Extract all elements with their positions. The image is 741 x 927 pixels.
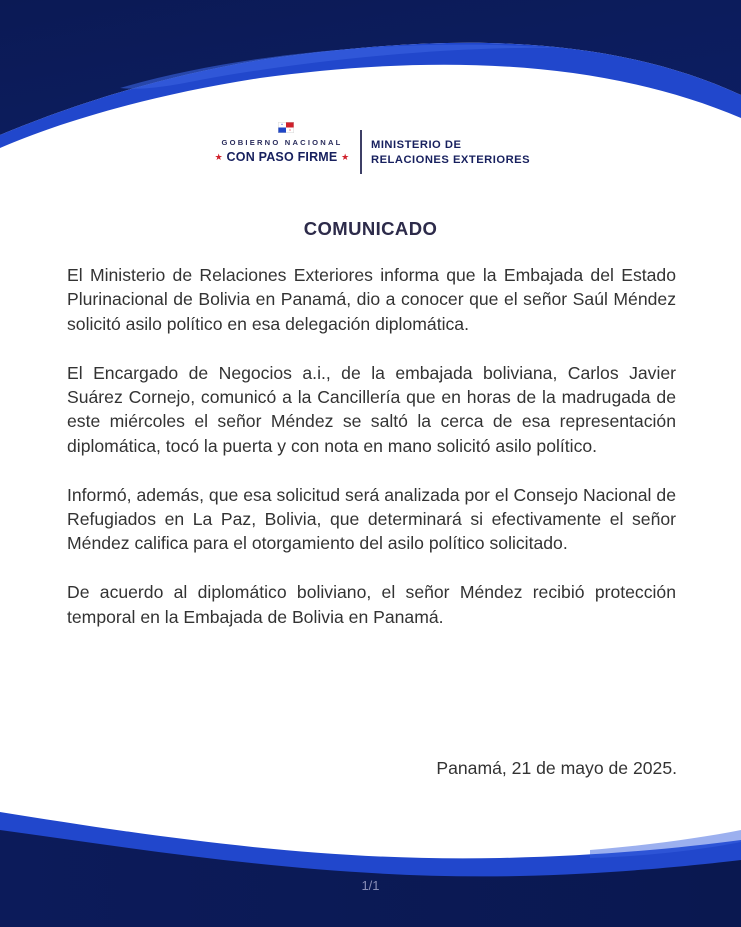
government-logo	[212, 138, 352, 164]
paragraph: El Ministerio de Relaciones Exteriores informa que la Embajada del Estado Plurinacional de Bolivia en Panamá, dio a conocer que el señor Saúl Méndez solicitó asilo político en esa delegación diplomática.	[67, 265, 676, 334]
communique-body	[67, 263, 676, 653]
document-date: Panamá, 21 de mayo de 2025.	[436, 758, 677, 778]
panama-flag-icon	[278, 122, 294, 133]
ministry-line-1: MINISTERIO DE	[371, 139, 462, 151]
header-divider	[360, 130, 362, 174]
letterhead	[0, 120, 741, 180]
paragraph: Informó, además, que esa solicitud será analizada por el Consejo Nacional de Refugiados en La Paz, Bolivia, que determinará si efectivamente el señor Méndez califica para el otorgamiento del asilo político solicitado.	[67, 484, 676, 554]
con-paso-firme-text: CON PASO FIRME	[226, 150, 338, 164]
ministry-line-2: RELACIONES EXTERIORES	[371, 153, 531, 166]
paragraph: De acuerdo al diplomático boliviano, el señor Méndez recibió protección temporal en la Embajada de Bolivia en Panamá.	[67, 582, 676, 627]
document-title: COMUNICADO	[303, 218, 438, 239]
star-icon: ★	[214, 152, 223, 162]
page-indicator: 1/1	[361, 878, 380, 893]
gobierno-nacional-text: GOBIERNO NACIONAL	[221, 138, 343, 147]
ministry-name	[371, 138, 530, 167]
paragraph: El Encargado de Negocios a.i., de la embajada boliviana, Carlos Javier Suárez Cornejo, comunicó a la Cancillería que en horas de la madrugada de este miércoles el señor Méndez se saltó la cerca de esa representación diplomática, tocó la puerta y con nota en mano solicitó asilo político.	[67, 362, 676, 456]
star-icon: ★	[341, 152, 350, 162]
